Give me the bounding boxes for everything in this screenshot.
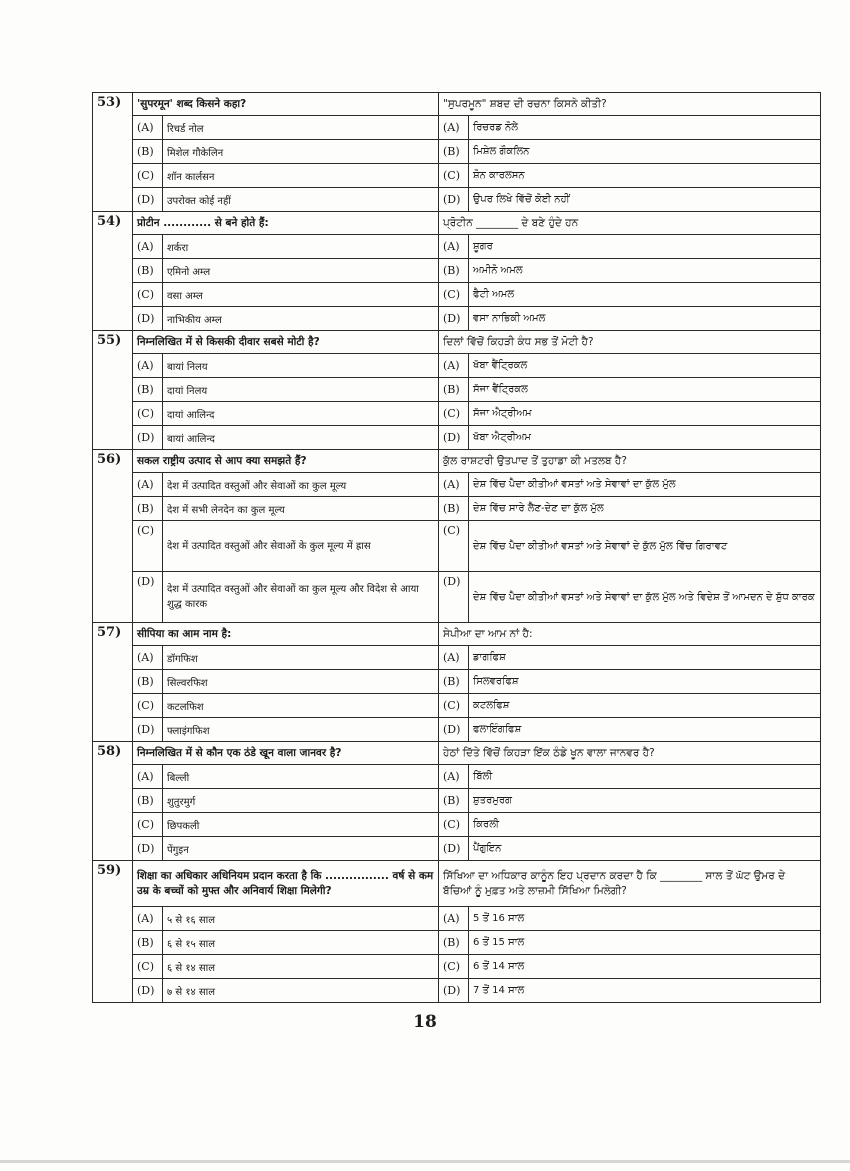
option-letter: (A)	[133, 235, 163, 259]
option-letter: (B)	[133, 378, 163, 402]
option-letter: (A)	[439, 907, 469, 931]
question-number: 56)	[93, 450, 133, 623]
option-letter: (B)	[439, 670, 469, 694]
punjabi-option: ਦੇਸ਼ ਵਿੱਚ ਪੈਦਾ ਕੀਤੀਆਂ ਵਸਤਾਂ ਅਤੇ ਸੇਵਾਵਾਂ ਦੇ ਕੁੱਲ ਮੁੱਲ ਵਿੱਚ ਗਿਰਾਵਟ	[469, 521, 821, 572]
option-letter: (C)	[133, 402, 163, 426]
punjabi-option: ਖੱਬਾ ਵੈਂਟ੍ਰਿਕਲ	[469, 354, 821, 378]
option-row	[93, 765, 821, 789]
option-letter: (A)	[133, 765, 163, 789]
option-letter: (C)	[439, 283, 469, 307]
question-row	[93, 450, 821, 473]
hindi-question: शिक्षा का अधिकार अधिनियम प्रदान करता है कि ................ वर्ष से कम उम्र के बच्चों को मुफ्त और अनिवार्य शिक्षा मिलेगी?	[133, 861, 439, 907]
hindi-option: फ्लाइंगफिश	[163, 718, 439, 742]
punjabi-option: ਬਿੱਲੀ	[469, 765, 821, 789]
hindi-option: बायां निलय	[163, 354, 439, 378]
option-letter: (B)	[133, 670, 163, 694]
option-letter: (C)	[439, 813, 469, 837]
option-letter: (D)	[133, 572, 163, 623]
option-row	[93, 979, 821, 1003]
hindi-option: पेंगुइन	[163, 837, 439, 861]
option-letter: (B)	[133, 259, 163, 283]
option-letter: (D)	[439, 426, 469, 450]
hindi-option: ६ से १४ साल	[163, 955, 439, 979]
punjabi-question: ਕੁੱਲ ਰਾਸ਼ਟਰੀ ਉਤਪਾਦ ਤੋਂ ਤੁਹਾਡਾ ਕੀ ਮਤਲਬ ਹੈ?	[439, 450, 821, 473]
punjabi-option: ਡਾਗਫਿਸ਼	[469, 646, 821, 670]
hindi-question: 'सुपरमून' शब्द किसने कहा?	[133, 93, 439, 116]
hindi-option: रिचर्ड नोल	[163, 116, 439, 140]
hindi-option: मिशेल गौकेलिन	[163, 140, 439, 164]
option-letter: (C)	[439, 402, 469, 426]
punjabi-option: ਰਿਚਰਡ ਨੋਲੇ	[469, 116, 821, 140]
hindi-option: शॉन कार्लसन	[163, 164, 439, 188]
hindi-question: निम्नलिखित में से कौन एक ठंडे खून वाला जानवर है?	[133, 742, 439, 765]
option-row	[93, 931, 821, 955]
option-row	[93, 378, 821, 402]
question-number: 53)	[93, 93, 133, 212]
punjabi-option: ਕਟਲਫਿਸ਼	[469, 694, 821, 718]
hindi-option: ५ से १६ साल	[163, 907, 439, 931]
punjabi-question: ਸਿੱਖਿਆ ਦਾ ਅਧਿਕਾਰ ਕਾਨੂੰਨ ਇਹ ਪ੍ਰਦਾਨ ਕਰਦਾ ਹੈ ਕਿ ________ ਸਾਲ ਤੋਂ ਘੱਟ ਉਮਰ ਦੇ ਬੱਚਿਆਂ ਨੂੰ ਮੁਫ਼ਤ ਅਤੇ ਲਾਜ਼ਮੀ ਸਿੱਖਿਆ ਮਿਲੇਗੀ?	[439, 861, 821, 907]
option-letter: (A)	[439, 473, 469, 497]
option-row	[93, 426, 821, 450]
question-sheet	[92, 92, 820, 1003]
option-row	[93, 497, 821, 521]
option-letter: (C)	[133, 283, 163, 307]
hindi-option: शर्करा	[163, 235, 439, 259]
punjabi-option: ਸ਼ੂਗਰ	[469, 235, 821, 259]
option-letter: (A)	[133, 354, 163, 378]
option-letter: (D)	[133, 307, 163, 331]
option-letter: (A)	[133, 473, 163, 497]
option-letter: (B)	[133, 931, 163, 955]
punjabi-option: ਫੈਟੀ ਅਮਲ	[469, 283, 821, 307]
option-row	[93, 116, 821, 140]
hindi-option: बायां आलिन्द	[163, 426, 439, 450]
punjabi-option: ਸੱਜਾ ਵੈਂਟ੍ਰਿਕਲ	[469, 378, 821, 402]
punjabi-option: ਦੇਸ਼ ਵਿੱਚ ਪੈਦਾ ਕੀਤੀਆਂ ਵਸਤਾਂ ਅਤੇ ਸੇਵਾਵਾਂ ਦਾ ਕੁੱਲ ਮੁੱਲ	[469, 473, 821, 497]
question-number: 54)	[93, 212, 133, 331]
hindi-option: दायां आलिन्द	[163, 402, 439, 426]
punjabi-question: ਹੇਠਾਂ ਦਿੱਤੇ ਵਿੱਚੋਂ ਕਿਹੜਾ ਇੱਕ ਠੰਡੇ ਖੂਨ ਵਾਲਾ ਜਾਨਵਰ ਹੈ?	[439, 742, 821, 765]
option-row	[93, 813, 821, 837]
punjabi-question: ਪ੍ਰੋਟੀਨ ________ ਦੇ ਬਣੇ ਹੁੰਦੇ ਹਨ	[439, 212, 821, 235]
option-letter: (A)	[133, 116, 163, 140]
option-row	[93, 283, 821, 307]
hindi-option: सिल्वरफिश	[163, 670, 439, 694]
option-letter: (B)	[133, 789, 163, 813]
hindi-option: कटलफिश	[163, 694, 439, 718]
punjabi-option: ਸ਼ੁਤਰਮੁਰਗ	[469, 789, 821, 813]
option-letter: (C)	[439, 694, 469, 718]
hindi-question: निम्नलिखित में से किसकी दीवार सबसे मोटी है?	[133, 331, 439, 354]
punjabi-option: ਫਲਾਇੰਗਫਿਸ਼	[469, 718, 821, 742]
question-number: 57)	[93, 623, 133, 742]
punjabi-option: ਅਮੀਨੋ ਅਮਲ	[469, 259, 821, 283]
option-letter: (A)	[439, 354, 469, 378]
option-row	[93, 670, 821, 694]
option-row	[93, 164, 821, 188]
option-letter: (D)	[439, 979, 469, 1003]
hindi-option: बिल्ली	[163, 765, 439, 789]
hindi-option: डॉगफिश	[163, 646, 439, 670]
hindi-option: एमिनो अम्ल	[163, 259, 439, 283]
question-row	[93, 623, 821, 646]
option-letter: (A)	[133, 646, 163, 670]
hindi-option: दायां निलय	[163, 378, 439, 402]
option-letter: (D)	[439, 307, 469, 331]
option-letter: (B)	[439, 931, 469, 955]
option-letter: (C)	[439, 521, 469, 572]
punjabi-option: ਪੈਂਗੁਇਨ	[469, 837, 821, 861]
option-letter: (D)	[439, 188, 469, 212]
hindi-option: ७ से १४ साल	[163, 979, 439, 1003]
option-letter: (B)	[439, 259, 469, 283]
hindi-option: देश में उत्पादित वस्तुओं और सेवाओं का कुल मूल्य	[163, 473, 439, 497]
option-letter: (D)	[439, 718, 469, 742]
option-row	[93, 402, 821, 426]
option-row	[93, 694, 821, 718]
question-row	[93, 742, 821, 765]
punjabi-option: 6 ਤੋਂ 14 ਸਾਲ	[469, 955, 821, 979]
option-row	[93, 572, 821, 623]
punjabi-option: ਖੱਬਾ ਐਟ੍ਰੀਅਮ	[469, 426, 821, 450]
option-letter: (C)	[133, 164, 163, 188]
question-number: 55)	[93, 331, 133, 450]
option-letter: (C)	[133, 521, 163, 572]
option-letter: (C)	[133, 955, 163, 979]
option-letter: (A)	[439, 116, 469, 140]
option-letter: (B)	[133, 497, 163, 521]
punjabi-option: 7 ਤੋਂ 14 ਸਾਲ	[469, 979, 821, 1003]
option-letter: (A)	[133, 907, 163, 931]
hindi-option: देश में उत्पादित वस्तुओं और सेवाओं के कुल मूल्य में ह्रास	[163, 521, 439, 572]
option-row	[93, 646, 821, 670]
option-row	[93, 837, 821, 861]
punjabi-option: ਦੇਸ਼ ਵਿੱਚ ਸਾਰੇ ਲੈਣ-ਦੇਣ ਦਾ ਕੁੱਲ ਮੁੱਲ	[469, 497, 821, 521]
hindi-option: शुतुरमुर्ग	[163, 789, 439, 813]
hindi-option: देश में सभी लेनदेन का कुल मूल्य	[163, 497, 439, 521]
punjabi-option: ਸ਼ੋਨ ਕਾਰਲਸਨ	[469, 164, 821, 188]
option-row	[93, 259, 821, 283]
option-letter: (C)	[439, 164, 469, 188]
option-letter: (D)	[133, 718, 163, 742]
punjabi-option: 6 ਤੋਂ 15 ਸਾਲ	[469, 931, 821, 955]
punjabi-option: ਉਪਰ ਲਿਖੇ ਵਿੱਚੋਂ ਕੋਈ ਨਹੀਂ	[469, 188, 821, 212]
option-letter: (D)	[133, 426, 163, 450]
question-row	[93, 331, 821, 354]
option-letter: (B)	[133, 140, 163, 164]
option-row	[93, 521, 821, 572]
option-row	[93, 718, 821, 742]
option-letter: (B)	[439, 497, 469, 521]
question-row	[93, 861, 821, 907]
punjabi-option: ਮਿਸ਼ੇਲ ਗੌਕਲਿਨ	[469, 140, 821, 164]
hindi-question: सीपिया का आम नाम है:	[133, 623, 439, 646]
option-letter: (A)	[439, 235, 469, 259]
option-letter: (C)	[133, 813, 163, 837]
option-row	[93, 789, 821, 813]
hindi-question: सकल राष्ट्रीय उत्पाद से आप क्या समझते हैं?	[133, 450, 439, 473]
option-row	[93, 473, 821, 497]
hindi-question: प्रोटीन ............ से बने होते हैं:	[133, 212, 439, 235]
question-number: 58)	[93, 742, 133, 861]
option-letter: (D)	[133, 979, 163, 1003]
option-row	[93, 354, 821, 378]
page-number: 18	[413, 1012, 437, 1032]
punjabi-option: ਕਿਰਲੀ	[469, 813, 821, 837]
option-letter: (A)	[439, 765, 469, 789]
option-letter: (D)	[439, 572, 469, 623]
option-letter: (B)	[439, 378, 469, 402]
option-letter: (B)	[439, 140, 469, 164]
question-row	[93, 212, 821, 235]
scan-edge	[0, 1160, 850, 1163]
punjabi-question: "ਸੁਪਰਮੂਨ" ਸ਼ਬਦ ਦੀ ਰਚਨਾ ਕਿਸਨੇ ਕੀਤੀ?	[439, 93, 821, 116]
punjabi-option: ਸੱਜਾ ਐਟ੍ਰੀਅਮ	[469, 402, 821, 426]
punjabi-option: ਦੇਸ਼ ਵਿੱਚ ਪੈਦਾ ਕੀਤੀਆਂ ਵਸਤਾਂ ਅਤੇ ਸੇਵਾਵਾਂ ਦਾ ਕੁੱਲ ਮੁੱਲ ਅਤੇ ਵਿਦੇਸ਼ ਤੋਂ ਆਮਦਨ ਦੇ ਸ਼ੁੱਧ ਕਾਰਕ	[469, 572, 821, 623]
option-letter: (C)	[133, 694, 163, 718]
hindi-option: वसा अम्ल	[163, 283, 439, 307]
hindi-option: देश में उत्पादित वस्तुओं और सेवाओं का कुल मूल्य और विदेश से आया शुद्ध कारक	[163, 572, 439, 623]
punjabi-question: ਦਿਲਾਂ ਵਿੱਚੋਂ ਕਿਹੜੀ ਕੰਧ ਸਭ ਤੋਂ ਮੋਟੀ ਹੈ?	[439, 331, 821, 354]
option-letter: (D)	[439, 837, 469, 861]
option-row	[93, 955, 821, 979]
option-row	[93, 907, 821, 931]
questions-table	[92, 92, 821, 1003]
punjabi-option: ਸਿਲਵਰਫਿਸ਼	[469, 670, 821, 694]
option-row	[93, 307, 821, 331]
question-row	[93, 93, 821, 116]
hindi-option: छिपकली	[163, 813, 439, 837]
question-number: 59)	[93, 861, 133, 1003]
option-row	[93, 235, 821, 259]
option-row	[93, 188, 821, 212]
option-letter: (D)	[133, 837, 163, 861]
hindi-option: नाभिकीय अम्ल	[163, 307, 439, 331]
option-letter: (C)	[439, 955, 469, 979]
option-row	[93, 140, 821, 164]
punjabi-option: 5 ਤੋਂ 16 ਸਾਲ	[469, 907, 821, 931]
option-letter: (B)	[439, 789, 469, 813]
option-letter: (A)	[439, 646, 469, 670]
punjabi-option: ਵਸਾ ਨਾਭਿਕੀ ਅਮਲ	[469, 307, 821, 331]
hindi-option: ६ से १५ साल	[163, 931, 439, 955]
punjabi-question: ਸੇਪੀਆ ਦਾ ਆਮ ਨਾਂ ਹੈ:	[439, 623, 821, 646]
hindi-option: उपरोक्त कोई नहीं	[163, 188, 439, 212]
option-letter: (D)	[133, 188, 163, 212]
